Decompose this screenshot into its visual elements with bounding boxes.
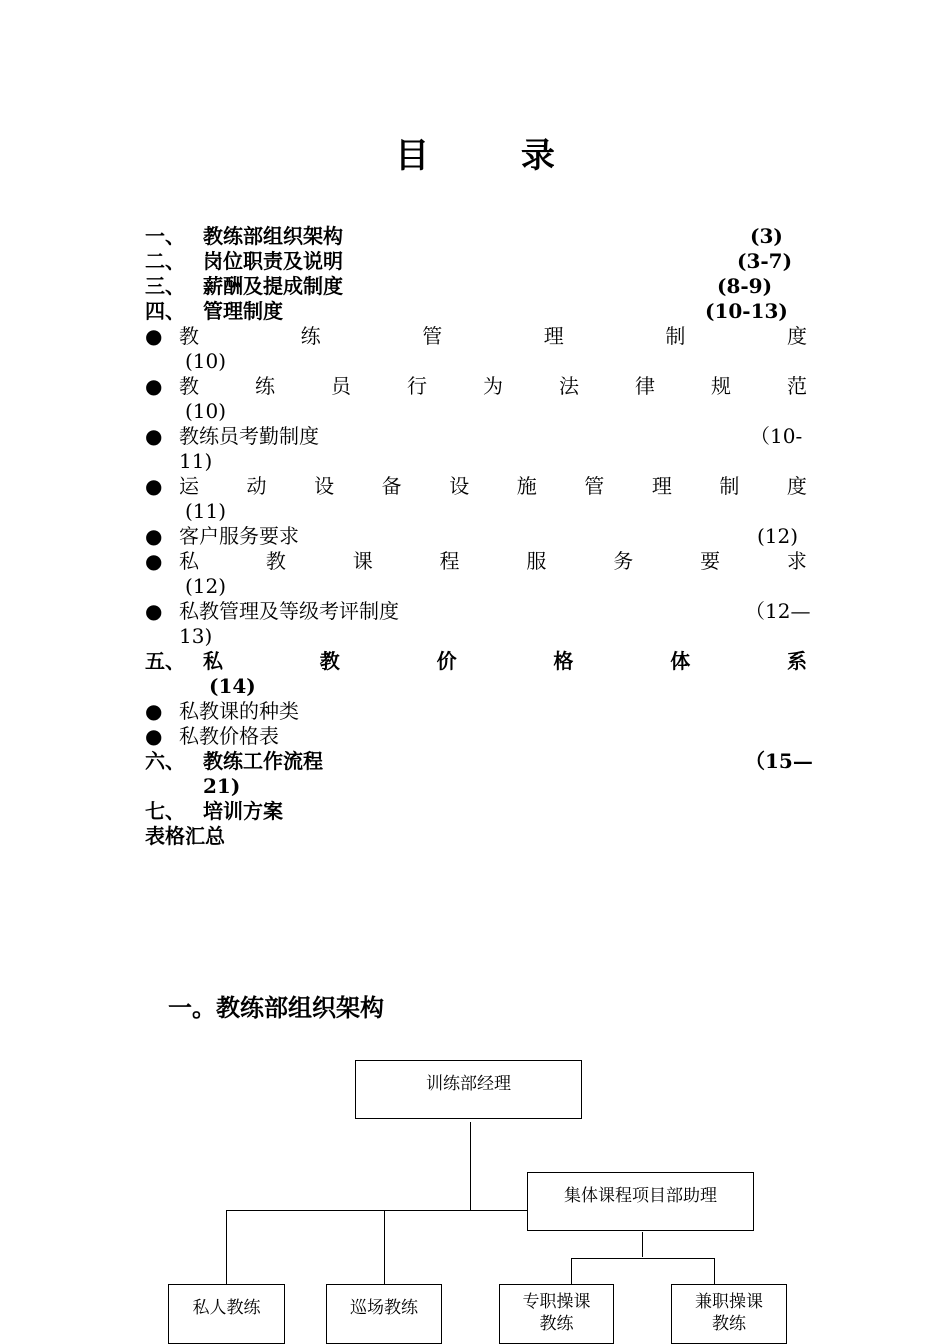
org-connector — [384, 1210, 385, 1284]
toc-item-page: (3-7) — [737, 249, 793, 273]
bullet-icon: ● — [145, 524, 163, 548]
toc-sub-item-text: 私教课的种类 — [179, 699, 299, 723]
char: 备 — [381, 474, 402, 498]
toc-sub-item-page: (11) — [185, 499, 227, 523]
char: 理 — [651, 474, 672, 498]
char: 律 — [635, 374, 655, 398]
char: 格 — [553, 649, 574, 673]
org-box-manager — [355, 1060, 582, 1119]
char: 价 — [436, 649, 457, 673]
org-box-label: 巡场教练 — [350, 1298, 418, 1318]
char: 教 — [319, 649, 340, 673]
char: 系 — [786, 649, 807, 673]
char: 范 — [787, 374, 807, 398]
toc-item-page: (3) — [750, 224, 783, 248]
org-box-floor-coach — [326, 1284, 442, 1344]
toc-item-page: (10-13) — [705, 299, 788, 323]
char: 员 — [331, 374, 351, 398]
toc-sub-item-text: 客户服务要求 — [179, 524, 299, 548]
char: 教 — [179, 324, 199, 348]
org-box-label: 集体课程项目部助理 — [564, 1186, 717, 1206]
org-box-label: 训练部经理 — [426, 1074, 511, 1094]
toc-item-number: 四、 — [145, 299, 185, 323]
toc-sub-item-page: （12— — [745, 599, 811, 623]
toc-item-number: 一、 — [145, 224, 185, 248]
bullet-icon: ● — [145, 424, 163, 448]
char: 服 — [526, 549, 547, 573]
char: 求 — [786, 549, 807, 573]
toc-item-text: 岗位职责及说明 — [203, 249, 343, 273]
toc-item-number: 二、 — [145, 249, 185, 273]
toc-sub-item-page: (12) — [185, 574, 227, 598]
toc-item-text: 教练工作流程 — [203, 749, 323, 773]
toc-title: 目 录 — [395, 136, 595, 176]
org-box-label: 教练 — [539, 1314, 574, 1334]
char: 法 — [559, 374, 579, 398]
bullet-icon: ● — [145, 474, 163, 498]
toc-item-page: 21) — [203, 774, 241, 798]
toc-item-number: 六、 — [145, 749, 185, 773]
char: 动 — [246, 474, 267, 498]
char: 理 — [543, 324, 564, 348]
char: 管 — [584, 474, 605, 498]
org-box-label: 私人教练 — [192, 1298, 261, 1318]
toc-sub-item-page: (10) — [185, 349, 227, 373]
char: 度 — [786, 324, 807, 348]
char: 设 — [314, 474, 335, 498]
toc-item-number: 七、 — [145, 799, 185, 823]
section-heading: 一。教练部组织架构 — [168, 993, 384, 1022]
bullet-icon: ● — [145, 724, 163, 748]
toc-sub-item-text: 教练员考勤制度 — [179, 424, 319, 448]
char: 管 — [422, 324, 443, 348]
org-connector — [571, 1258, 714, 1259]
char: 教 — [265, 549, 286, 573]
toc-sub-item-page: 13) — [179, 624, 213, 648]
toc-sub-item-page: (10) — [185, 399, 227, 423]
char: 度 — [786, 474, 807, 498]
char: 制 — [665, 324, 686, 348]
char: 练 — [255, 374, 275, 398]
char: 程 — [439, 549, 460, 573]
org-box-label: 兼职操课 — [695, 1292, 763, 1312]
toc-sub-item-page: 11) — [179, 449, 213, 473]
bullet-icon: ● — [145, 599, 163, 623]
char: 运 — [179, 474, 199, 498]
bullet-icon: ● — [145, 374, 163, 398]
char: 务 — [613, 549, 634, 573]
toc-item-number: 五、 — [145, 649, 185, 673]
org-connector — [714, 1258, 715, 1284]
char: 练 — [300, 324, 321, 348]
toc-item-page: (14) — [209, 674, 256, 698]
char: 规 — [711, 374, 731, 398]
char: 施 — [516, 474, 537, 498]
toc-item-text: 管理制度 — [203, 299, 283, 323]
toc-item-number: 三、 — [145, 274, 185, 298]
char: 为 — [483, 374, 503, 398]
toc-item-text: 教练部组织架构 — [203, 224, 343, 248]
toc-item-text: 薪酬及提成制度 — [203, 274, 343, 298]
toc-sub-item-text: 私教价格表 — [179, 724, 279, 748]
org-box-label: 专职操课 — [522, 1292, 591, 1312]
char: 体 — [670, 649, 691, 673]
org-connector — [226, 1210, 527, 1211]
org-box-private-coach — [168, 1284, 285, 1344]
org-connector — [226, 1210, 227, 1284]
bullet-icon: ● — [145, 549, 163, 573]
char: 要 — [700, 549, 721, 573]
bullet-icon: ● — [145, 324, 163, 348]
toc-item-text: 培训方案 — [203, 799, 283, 823]
org-connector — [642, 1232, 643, 1257]
org-box-label: 教练 — [712, 1314, 746, 1334]
bullet-icon: ● — [145, 699, 163, 723]
toc-item-page: (8-9) — [717, 274, 773, 298]
org-box-assistant — [527, 1172, 754, 1231]
toc-item-text: 表格汇总 — [145, 824, 225, 848]
char: 私 — [179, 549, 199, 573]
org-connector — [470, 1122, 471, 1210]
char: 制 — [719, 474, 740, 498]
char: 教 — [179, 374, 199, 398]
toc-sub-item-page: （10- — [750, 424, 803, 448]
org-box-parttime-coach — [671, 1284, 787, 1344]
toc-sub-item-text: 私教管理及等级考评制度 — [179, 599, 399, 623]
char: 私 — [203, 649, 223, 673]
char: 设 — [449, 474, 470, 498]
char: 行 — [407, 374, 427, 398]
org-connector — [571, 1258, 572, 1284]
toc-sub-item-page: (12) — [757, 524, 799, 548]
toc-item-page: （15— — [745, 749, 813, 773]
char: 课 — [352, 549, 373, 573]
org-box-fulltime-coach — [499, 1284, 614, 1344]
